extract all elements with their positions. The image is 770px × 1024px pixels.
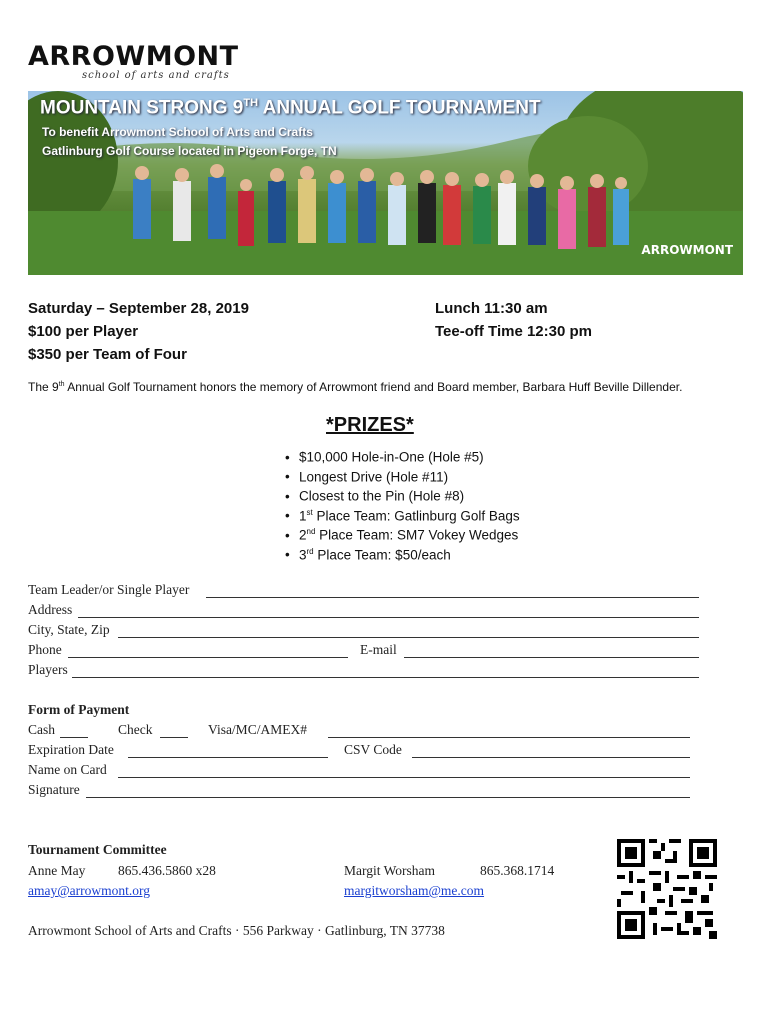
email-field[interactable] bbox=[404, 657, 699, 658]
banner-subtitle-location: Gatlinburg Golf Course located in Pigeon Forge, TN bbox=[42, 144, 337, 158]
banner-watermark-logo: ARROWMONT bbox=[641, 243, 733, 257]
bullet-icon: • bbox=[285, 527, 290, 543]
prize-item: • Closest to the Pin (Hole #8) bbox=[285, 483, 520, 503]
prize-item: • 3rd Place Team: $50/each bbox=[285, 542, 520, 562]
signature-field[interactable] bbox=[86, 797, 690, 798]
footer-address: Arrowmont School of Arts and Crafts · 556 Parkway · Gatlinburg, TN 37738 bbox=[28, 923, 445, 938]
bullet-icon: • bbox=[285, 508, 290, 523]
expiration-label: Expiration Date bbox=[28, 742, 114, 757]
team-leader-field[interactable] bbox=[206, 597, 699, 598]
qr-code-icon[interactable] bbox=[617, 839, 717, 939]
event-date: Saturday – September 28, 2019 bbox=[28, 300, 249, 317]
check-label: Check bbox=[118, 722, 153, 737]
committee-heading: Tournament Committee bbox=[28, 842, 167, 857]
phone-label: Phone bbox=[28, 642, 62, 657]
member2-email-link[interactable]: margitworsham@me.com bbox=[344, 883, 485, 898]
card-number-field[interactable] bbox=[328, 737, 690, 738]
csv-field[interactable] bbox=[412, 757, 690, 758]
price-per-team: $350 per Team of Four bbox=[28, 346, 187, 363]
cash-field[interactable] bbox=[60, 737, 88, 738]
prize-item: • Longest Drive (Hole #11) bbox=[285, 464, 520, 484]
email-label: E-mail bbox=[360, 642, 397, 657]
team-leader-label: Team Leader/or Single Player bbox=[28, 582, 190, 597]
address-field[interactable] bbox=[78, 617, 699, 618]
event-details-right bbox=[435, 297, 592, 343]
memorial-intro-text: The 9th Annual Golf Tournament honors the memory of Arrowmont friend and Board member, Barbara Huff Beville Dillender. bbox=[28, 380, 683, 394]
signature-label: Signature bbox=[28, 782, 80, 797]
prizes-heading: *PRIZES* bbox=[326, 414, 414, 436]
players-field[interactable] bbox=[72, 677, 699, 678]
bullet-icon: • bbox=[285, 547, 290, 562]
players-label: Players bbox=[28, 662, 68, 677]
cash-label: Cash bbox=[28, 722, 55, 737]
payment-heading: Form of Payment bbox=[28, 702, 130, 717]
prize-item: • 1st Place Team: Gatlinburg Golf Bags bbox=[285, 503, 520, 523]
member2-name: Margit Worsham bbox=[344, 863, 436, 878]
address-label: Address bbox=[28, 602, 73, 617]
member1-email-link[interactable]: amay@arrowmont.org bbox=[28, 883, 151, 898]
logo-tagline: school of arts and crafts bbox=[82, 70, 230, 81]
prize-item: • $10,000 Hole-in-One (Hole #5) bbox=[285, 444, 520, 464]
card-number-label: Visa/MC/AMEX# bbox=[208, 722, 307, 737]
group-photo-banner bbox=[28, 91, 743, 275]
price-per-player: $100 per Player bbox=[28, 323, 139, 340]
event-details-left bbox=[28, 297, 249, 366]
name-on-card-label: Name on Card bbox=[28, 762, 107, 777]
arrowmont-logo: ARROWMONT bbox=[28, 41, 239, 72]
name-on-card-field[interactable] bbox=[118, 777, 690, 778]
check-field[interactable] bbox=[160, 737, 188, 738]
csv-label: CSV Code bbox=[344, 742, 402, 757]
bullet-icon: • bbox=[285, 449, 290, 465]
phone-field[interactable] bbox=[68, 657, 348, 658]
banner-title: MOUNTAIN STRONG 9TH ANNUAL GOLF TOURNAMENT bbox=[40, 97, 541, 119]
teeoff-time: Tee-off Time 12:30 pm bbox=[435, 323, 592, 340]
bullet-icon: • bbox=[285, 488, 290, 504]
lunch-time: Lunch 11:30 am bbox=[435, 300, 548, 317]
banner-subtitle-benefit: To benefit Arrowmont School of Arts and Crafts bbox=[42, 125, 313, 139]
city-state-zip-field[interactable] bbox=[118, 637, 699, 638]
prize-item: • 2nd Place Team: SM7 Vokey Wedges bbox=[285, 522, 520, 542]
expiration-field[interactable] bbox=[128, 757, 328, 758]
prizes-list bbox=[285, 444, 520, 561]
member1-phone: 865.436.5860 x28 bbox=[118, 863, 216, 878]
city-state-zip-label: City, State, Zip bbox=[28, 622, 110, 637]
member2-phone: 865.368.1714 bbox=[480, 863, 555, 878]
bullet-icon: • bbox=[285, 469, 290, 484]
member1-name: Anne May bbox=[28, 863, 86, 878]
